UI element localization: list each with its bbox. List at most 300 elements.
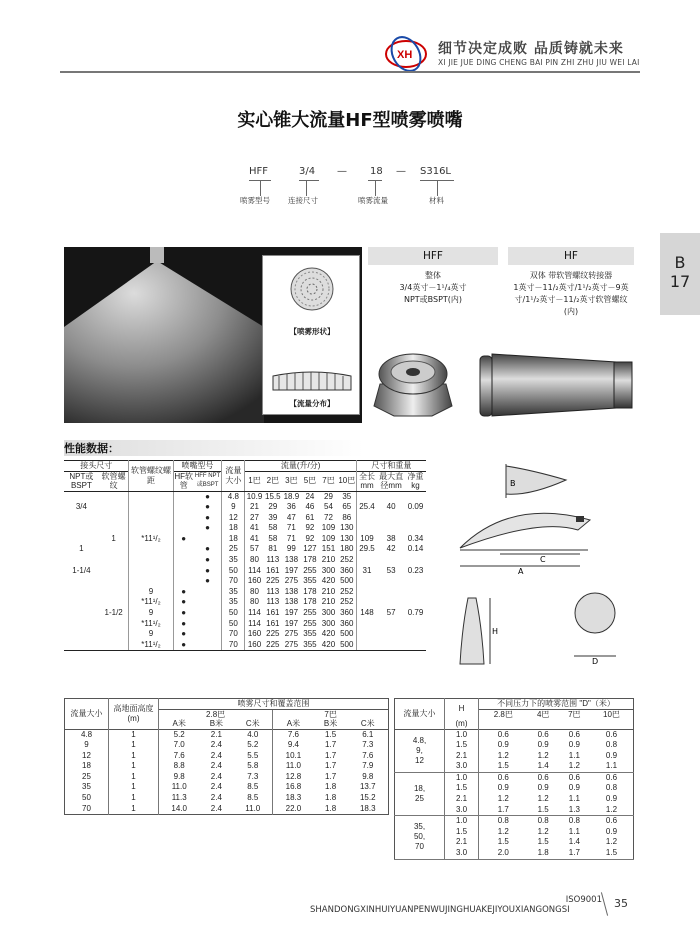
cell-flow: 360 xyxy=(338,608,357,619)
table-cell: 0.9 xyxy=(605,794,618,804)
cell-flow: 113 xyxy=(266,586,280,596)
cell-flow: 15.5 xyxy=(265,491,281,501)
cell-flow: 178 xyxy=(303,586,317,596)
table-row xyxy=(64,513,426,524)
table-cell: 5.5 xyxy=(233,751,272,762)
table-cell: 2.0 xyxy=(479,848,528,859)
hf-description: 双体 带软管螺纹转接器 1英寸－11/₂英寸/1¹/₂英寸－9英 寸/1¹/₂英寸－11/₂英寸软管螺纹 (内) xyxy=(513,271,629,316)
cell-hf: ● xyxy=(181,629,187,639)
table-cell: 5.2 xyxy=(233,740,272,751)
cell-flow: 360 xyxy=(338,566,357,577)
table-cell: 7.9 xyxy=(362,761,374,771)
table-row xyxy=(65,793,389,804)
table-cell: 1 xyxy=(109,772,159,783)
page-number: 35 xyxy=(614,897,628,910)
table-row xyxy=(395,729,634,740)
cell-len: 109 xyxy=(360,533,374,543)
table-cell: 50 xyxy=(65,793,109,804)
slogan-cn: 细节决定成败 品质铸就未来 xyxy=(438,41,624,57)
cell-npt xyxy=(64,523,99,534)
cell-flow: 71 xyxy=(286,533,296,543)
cell-flow: 36 xyxy=(286,502,296,512)
table-cell: 1.4 xyxy=(528,761,559,772)
cell-hff xyxy=(194,619,222,630)
cell-flow: 27 xyxy=(250,512,259,522)
cell-wt: 0.23 xyxy=(407,565,424,575)
table-cell: 0.9 xyxy=(537,783,549,793)
cell-dia xyxy=(377,576,405,587)
cell-npt: 3/4 xyxy=(75,502,87,512)
table-cell: 2.4 xyxy=(210,793,222,803)
cell-wt: 0.79 xyxy=(407,608,424,618)
cell-hf xyxy=(173,513,194,524)
table-cell: 7.6 xyxy=(362,750,374,760)
cell-hf: ● xyxy=(181,533,187,543)
cell-flow: 130 xyxy=(338,534,357,545)
cell-flow: 138 xyxy=(284,586,299,596)
table-row xyxy=(64,502,426,513)
table-cell: 0.8 xyxy=(605,740,618,750)
flow-size-group: 18, 25 xyxy=(395,772,445,815)
table-row xyxy=(65,782,389,793)
cell-flow: 41 xyxy=(250,523,259,533)
spray-size-table: 流量大小 高地面高度(m) 喷雾尺寸和覆盖范围 2.8巴 7巴 A米 B米 C米 A米 B米 C米 4.8 1 5.2 2.1 4.0 7.6 1.5 6.1 9 1 7.0 2.4 5.2 9.4 1.7 7.3 12 1 7.6 2.4 5.5 10.1 1.7 7.6 18 1 8.8 2.4 5.8 11.0 1.7 7.9 25 1 9.8 2.4 7.3 12.8 1.7 9.8 35 1 11.0 2.4 8.5 16.8 1.8 13.7 50 1 11.3 2.4 8.5 18.3 1.8 15.2 70 1 14.0 2.4 11.0 22.0 1.8 18.3 xyxy=(64,698,389,815)
cell-len xyxy=(356,587,377,598)
cell-npt: 1 xyxy=(79,544,84,554)
table-row xyxy=(64,544,426,555)
table-cell: 0.8 xyxy=(497,816,509,826)
table-cell: 1.5 xyxy=(590,848,634,859)
table-cell: 5.8 xyxy=(233,761,272,772)
cell-npt xyxy=(64,576,99,587)
table-cell: 13.7 xyxy=(359,782,376,792)
table-cell: 12.8 xyxy=(285,771,302,781)
cell-hf xyxy=(173,576,194,587)
cell-hff: ● xyxy=(194,502,222,513)
cell-len xyxy=(356,523,377,534)
cell-flow: 197 xyxy=(284,618,299,628)
cell-hff: ● xyxy=(194,544,222,555)
svg-text:D: D xyxy=(592,657,599,666)
cell-hose xyxy=(99,640,129,651)
cell-hff: ● xyxy=(194,555,222,566)
table-row xyxy=(395,816,634,827)
table-cell: 1 xyxy=(109,740,159,751)
footer: ISO9001 SHANDONGXINHUIYUANPENWUJINGHUAKEJIYOUXIANGONGSI xyxy=(310,895,602,915)
table-cell: 1.5 xyxy=(445,740,479,751)
model-header-hf: HF xyxy=(508,247,634,265)
code-part: S316L xyxy=(420,166,452,177)
cell-flow: 225 xyxy=(264,640,283,651)
cell-npt xyxy=(64,534,99,545)
table-cell: 18 xyxy=(65,761,109,772)
table-cell: 2.1 xyxy=(210,729,222,739)
section-label: 性能数据： xyxy=(64,440,364,456)
svg-text:XH: XH xyxy=(397,49,413,61)
table-cell: 12 xyxy=(65,751,109,762)
cell-dia xyxy=(377,597,405,608)
cell-flow: 355 xyxy=(301,640,320,651)
table-cell: 1.5 xyxy=(445,827,479,838)
cell-hf: ● xyxy=(181,586,187,596)
cell-wt xyxy=(405,619,426,630)
cell-hff xyxy=(194,597,222,608)
cell-flow: 86 xyxy=(338,513,357,524)
cell-flow: 46 xyxy=(305,502,315,512)
cell-flow: 10.9 xyxy=(246,491,263,501)
cell-flow: 355 xyxy=(303,576,317,586)
table-cell: 1.2 xyxy=(559,761,590,772)
table-cell: 0.9 xyxy=(497,783,509,793)
table-cell: 1.0 xyxy=(445,729,479,740)
cell-flow: 72 xyxy=(324,512,333,522)
cell-pitch: *11¹/₂ xyxy=(129,640,173,651)
table-cell: 1.1 xyxy=(568,794,580,804)
cell-flow: 114 xyxy=(248,618,261,628)
cell-pitch xyxy=(129,555,173,566)
table-cell: 1.3 xyxy=(559,805,590,816)
cell-size: 35 xyxy=(222,587,245,598)
cell-flow: 255 xyxy=(303,565,317,575)
flow-size-group: 35, 50, 70 xyxy=(395,816,445,859)
cell-npt xyxy=(64,629,99,640)
flow-distribution-icon xyxy=(269,368,355,392)
cell-dia xyxy=(377,640,405,651)
cell-hose xyxy=(99,491,129,502)
cell-flow: 29 xyxy=(268,502,278,512)
table-cell: 1.5 xyxy=(479,761,528,772)
table-cell: 2.1 xyxy=(445,837,479,848)
cell-flow: 80 xyxy=(250,555,259,565)
cell-wt xyxy=(405,576,426,587)
table-cell: 11.0 xyxy=(285,761,301,771)
table-cell: 11.3 xyxy=(171,793,187,803)
table-cell: 0.8 xyxy=(568,816,580,826)
cell-flow: 61 xyxy=(305,512,315,522)
cell-pitch xyxy=(129,544,173,555)
table-cell: 8.5 xyxy=(233,782,272,793)
cell-size: 35 xyxy=(222,555,245,566)
cell-flow: 360 xyxy=(338,619,357,630)
table-cell: 0.6 xyxy=(605,772,618,782)
table-cell: 9.8 xyxy=(362,771,374,781)
cell-flow: 109 xyxy=(321,523,336,533)
cell-flow: 65 xyxy=(338,502,357,513)
cell-flow: 113 xyxy=(266,597,280,607)
spray-inset xyxy=(262,255,360,415)
cell-pitch: *11¹/₂ xyxy=(129,619,173,630)
cell-hf: ● xyxy=(173,640,194,651)
flow-label: 【流量分布】 xyxy=(289,399,335,408)
cell-len xyxy=(356,597,377,608)
hff-nozzle-photo xyxy=(372,340,454,418)
table-row xyxy=(64,576,426,587)
cell-flow: 18.9 xyxy=(283,491,300,501)
table-cell: 1.2 xyxy=(497,794,509,804)
svg-text:H: H xyxy=(492,627,499,636)
table-row xyxy=(64,629,426,640)
cell-flow: 252 xyxy=(338,597,357,608)
table-cell: 2.4 xyxy=(210,750,222,760)
cell-wt: 0.34 xyxy=(407,533,424,543)
table-cell: 11.0 xyxy=(233,804,272,815)
page-title: 实心锥大流量HF型喷雾喷嘴 xyxy=(237,110,463,131)
table-cell: 25 xyxy=(65,772,109,783)
table-cell: 1.8 xyxy=(528,848,559,859)
cell-hff: ● xyxy=(194,576,222,587)
cell-flow: 80 xyxy=(250,586,259,596)
cell-pitch: 9 xyxy=(129,587,173,598)
code-part: 18 xyxy=(370,166,383,177)
cell-flow: 300 xyxy=(321,618,336,628)
cell-npt xyxy=(64,619,99,630)
table-cell: 14.0 xyxy=(171,803,187,813)
cell-len xyxy=(356,555,377,566)
cell-hose xyxy=(99,513,129,524)
table-cell: 8.8 xyxy=(173,761,185,771)
cell-flow: 178 xyxy=(303,555,317,565)
cell-size: 70 xyxy=(222,576,245,587)
cell-size: 35 xyxy=(222,597,245,608)
cell-pitch: *11¹/₂ xyxy=(129,597,173,608)
cell-flow: 500 xyxy=(338,576,357,587)
cell-flow: 81 xyxy=(268,544,278,554)
table-cell: 0.6 xyxy=(537,772,549,782)
table-row xyxy=(65,804,389,815)
code-part: 3/4 xyxy=(299,166,316,177)
cell-flow: 355 xyxy=(303,629,317,639)
cell-dia xyxy=(377,587,405,598)
table-row xyxy=(64,587,426,598)
table-cell: 0.6 xyxy=(605,729,618,739)
svg-text:A: A xyxy=(518,567,524,576)
cell-flow: 21 xyxy=(250,502,259,512)
cell-hose: 1-1/2 xyxy=(99,608,129,619)
table-cell: 0.9 xyxy=(537,740,549,750)
svg-text:C: C xyxy=(540,555,546,564)
cell-flow: 210 xyxy=(321,586,336,596)
table-cell: 2.1 xyxy=(445,794,479,805)
table-row xyxy=(64,608,426,619)
cell-size: 70 xyxy=(222,640,245,651)
table-cell: 16.8 xyxy=(285,782,302,792)
cell-size: 9 xyxy=(222,502,245,513)
cell-flow: 58 xyxy=(268,523,278,533)
cell-wt xyxy=(405,587,426,598)
cell-pitch: 9 xyxy=(129,629,173,640)
code-label: 喷雾型号 xyxy=(240,196,270,205)
cell-dia xyxy=(377,491,405,502)
cell-flow: 225 xyxy=(266,629,280,639)
table-row xyxy=(65,751,389,762)
table-cell: 8.5 xyxy=(233,793,272,804)
cell-flow: 420 xyxy=(321,629,336,639)
table-cell: 1.7 xyxy=(559,848,590,859)
cell-hose: 1 xyxy=(99,534,129,545)
table-cell: 7.3 xyxy=(233,772,272,783)
cell-flow: 252 xyxy=(338,587,357,598)
table-cell: 0.6 xyxy=(497,729,509,739)
cell-size: 50 xyxy=(222,608,245,619)
cell-hff xyxy=(194,629,222,640)
code-label: 材料 xyxy=(429,196,444,205)
cell-flow: 24 xyxy=(305,491,315,501)
cell-dia xyxy=(377,619,405,630)
table-cell: 2.4 xyxy=(210,740,222,750)
cell-hose xyxy=(99,619,129,630)
cell-flow: 47 xyxy=(286,512,296,522)
table-row xyxy=(64,597,426,608)
cell-len xyxy=(356,629,377,640)
cell-flow: 500 xyxy=(338,629,357,640)
cell-flow: 225 xyxy=(266,576,280,586)
table-cell: 1 xyxy=(109,804,159,815)
cell-hose xyxy=(99,544,129,555)
cell-pitch xyxy=(129,566,173,577)
cell-hf: ● xyxy=(181,597,187,607)
cell-wt: 0.14 xyxy=(407,544,424,554)
table-row xyxy=(65,729,389,740)
cell-flow: 161 xyxy=(266,565,280,575)
cell-flow: 114 xyxy=(248,608,261,618)
table-cell: 1.5 xyxy=(325,729,337,739)
cell-npt xyxy=(64,513,99,524)
table-row xyxy=(64,491,426,502)
cell-dia: 57 xyxy=(386,608,396,618)
cell-pitch xyxy=(129,513,173,524)
table-cell: 0.9 xyxy=(497,740,509,750)
cell-flow: 138 xyxy=(284,597,299,607)
svg-text:B: B xyxy=(510,479,516,488)
table-cell: 1.1 xyxy=(568,750,580,760)
cell-wt xyxy=(405,640,426,651)
code-part: — xyxy=(396,166,406,177)
cell-size: 70 xyxy=(222,629,245,640)
table-cell: 9.4 xyxy=(287,740,299,750)
cell-wt: 0.09 xyxy=(407,502,424,512)
cell-hff xyxy=(194,608,222,619)
pattern-label: 【喷雾形状】 xyxy=(289,327,335,336)
table-cell: 9.8 xyxy=(173,771,185,781)
table-cell: 1.7 xyxy=(325,761,337,771)
table-cell: 2.4 xyxy=(210,782,222,792)
cell-hf xyxy=(173,502,194,513)
table-cell: 2.4 xyxy=(210,803,222,813)
cell-flow: 39 xyxy=(268,512,278,522)
cell-wt xyxy=(405,491,426,502)
table-cell: 1.2 xyxy=(497,826,509,836)
hf-nozzle-photo xyxy=(478,350,636,420)
cell-npt xyxy=(64,491,99,502)
table-cell: 0.6 xyxy=(497,772,509,782)
performance-table: 接头尺寸 软管螺纹螺距 喷嘴型号 流量大小 流量(升/分) 尺寸和重量 NPT或BSPT 软管螺纹 HF软管 HFF NPT或BSPT 1巴 2巴 3巴 5巴 7巴 10巴 全长mm 最大直径mm 净重kg ● 4.8 10.9 15.5 18.9 24 29 35 3/4 ● 9 21 29 36 46 54 65 25.4 40 0.09 ● 12 27 39 47 61 72 86 ● 18 41 58 71 92 109 130 1 *11¹/₂ ● 18 41 58 71 92 109 130 109 38 0.34 1 ● 25 57 81 99 127 151 180 29.5 42 0.14 ● 35 80 113 138 178 210 252 1-1/4 ● 50 114 161 197 255 300 360 31 53 0.23 ● 70 160 225 275 355 420 500 9 ● 35 80 113 138 178 210 252 *11¹/₂ ● 35 80 113 138 178 210 252 1-1/2 9 ● 50 114 161 197 255 300 360 148 57 0.79 *11¹/₂ ● 50 114 161 197 255 300 360 9 ● 70 160 225 275 355 420 500 *11¹/₂ ● 70 160 225 275 355 420 500 xyxy=(64,460,426,651)
cell-flow: 252 xyxy=(338,555,357,566)
cell-hff xyxy=(194,534,222,545)
cell-flow: 275 xyxy=(282,640,301,651)
table-cell: 1.5 xyxy=(537,837,549,847)
cell-flow: 130 xyxy=(338,523,357,534)
cell-flow: 255 xyxy=(303,618,317,628)
table-cell: 1.5 xyxy=(528,805,559,816)
cell-dia: 42 xyxy=(386,544,396,554)
cell-hose xyxy=(99,587,129,598)
cell-flow: 114 xyxy=(248,565,261,575)
cell-len xyxy=(356,513,377,524)
cell-dia xyxy=(377,523,405,534)
company-logo xyxy=(384,34,430,74)
cell-npt xyxy=(64,640,99,651)
spray-diameter-table: 流量大小 H 不同压力下的喷雾范围 "D"（米） 2.8巴 4巴 7巴 10巴 (m) 4.8, 9, 12 1.0 0.6 0.6 0.6 0.6 1.5 0.9 0.9 0.9 0.8 2.1 1.2 1.2 1.1 0.9 3.0 1.5 1.4 1.2 1.1 18, 25 1.0 0.6 0.6 0.6 0.6 1.5 0.9 0.9 0.9 0.8 2.1 1.2 1.2 1.1 0.9 3.0 1.7 1.5 1.3 1.2 35, 50, 70 1.0 0.8 0.8 0.8 0.6 1.5 1.2 1.2 1.1 0.9 2.1 1.5 1.5 1.4 1.2 3.0 2.0 1.8 1.7 1.5 xyxy=(394,698,634,860)
cell-size: 12 xyxy=(222,513,245,524)
table-cell: 7.3 xyxy=(362,740,374,750)
table-cell: 1.5 xyxy=(497,837,509,847)
cell-len xyxy=(356,491,377,502)
cell-flow: 275 xyxy=(284,576,299,586)
cell-hose xyxy=(99,555,129,566)
table-cell: 0.9 xyxy=(568,783,580,793)
cell-flow: 54 xyxy=(324,502,333,512)
table-cell: 1.7 xyxy=(325,750,337,760)
cell-flow: 41 xyxy=(250,533,259,543)
table-cell: 10.1 xyxy=(285,750,302,760)
cell-flow: 160 xyxy=(247,576,262,586)
cell-flow: 113 xyxy=(266,555,280,565)
cell-flow: 275 xyxy=(284,629,299,639)
cell-dia xyxy=(377,629,405,640)
code-part: HFF xyxy=(249,166,269,177)
cell-len: 31 xyxy=(362,565,372,575)
cell-size: 18 xyxy=(222,523,245,534)
table-row xyxy=(65,740,389,751)
cell-pitch xyxy=(129,576,173,587)
cell-flow: 99 xyxy=(286,544,296,554)
table-cell: 15.2 xyxy=(359,793,376,803)
cell-wt xyxy=(405,555,426,566)
table-row xyxy=(65,772,389,783)
cell-flow: 161 xyxy=(266,618,280,628)
table-row xyxy=(64,534,426,545)
code-label: 连接尺寸 xyxy=(288,196,318,205)
table-cell: 3.0 xyxy=(445,848,479,859)
cell-hf xyxy=(173,566,194,577)
table-cell: 4.0 xyxy=(233,729,272,740)
cell-size: 50 xyxy=(222,566,245,577)
cell-flow: 180 xyxy=(338,544,357,555)
table-cell: 1 xyxy=(109,751,159,762)
cell-hose xyxy=(99,629,129,640)
cell-size: 25 xyxy=(222,544,245,555)
cell-hf: ● xyxy=(181,618,187,628)
cell-hose xyxy=(99,502,129,513)
cell-flow: 420 xyxy=(321,576,336,586)
cell-hff xyxy=(194,587,222,598)
cell-flow: 420 xyxy=(319,640,338,651)
spray-pattern-icon xyxy=(289,266,335,312)
slogan-en: XI JIE JUE DING CHENG BAI PIN ZHI ZHU JIU WEI LAI xyxy=(438,58,640,67)
table-cell: 70 xyxy=(65,804,109,815)
cell-npt xyxy=(64,587,99,598)
table-row xyxy=(64,619,426,630)
table-row xyxy=(64,566,426,577)
cell-dia xyxy=(377,555,405,566)
table-cell: 0.8 xyxy=(605,783,618,793)
table-cell: 2.4 xyxy=(210,761,222,771)
cell-flow: 210 xyxy=(321,597,336,607)
cell-flow: 58 xyxy=(268,533,278,543)
cell-flow: 300 xyxy=(321,608,336,618)
cell-hf xyxy=(173,555,194,566)
cell-npt: 1-1/4 xyxy=(72,565,91,575)
